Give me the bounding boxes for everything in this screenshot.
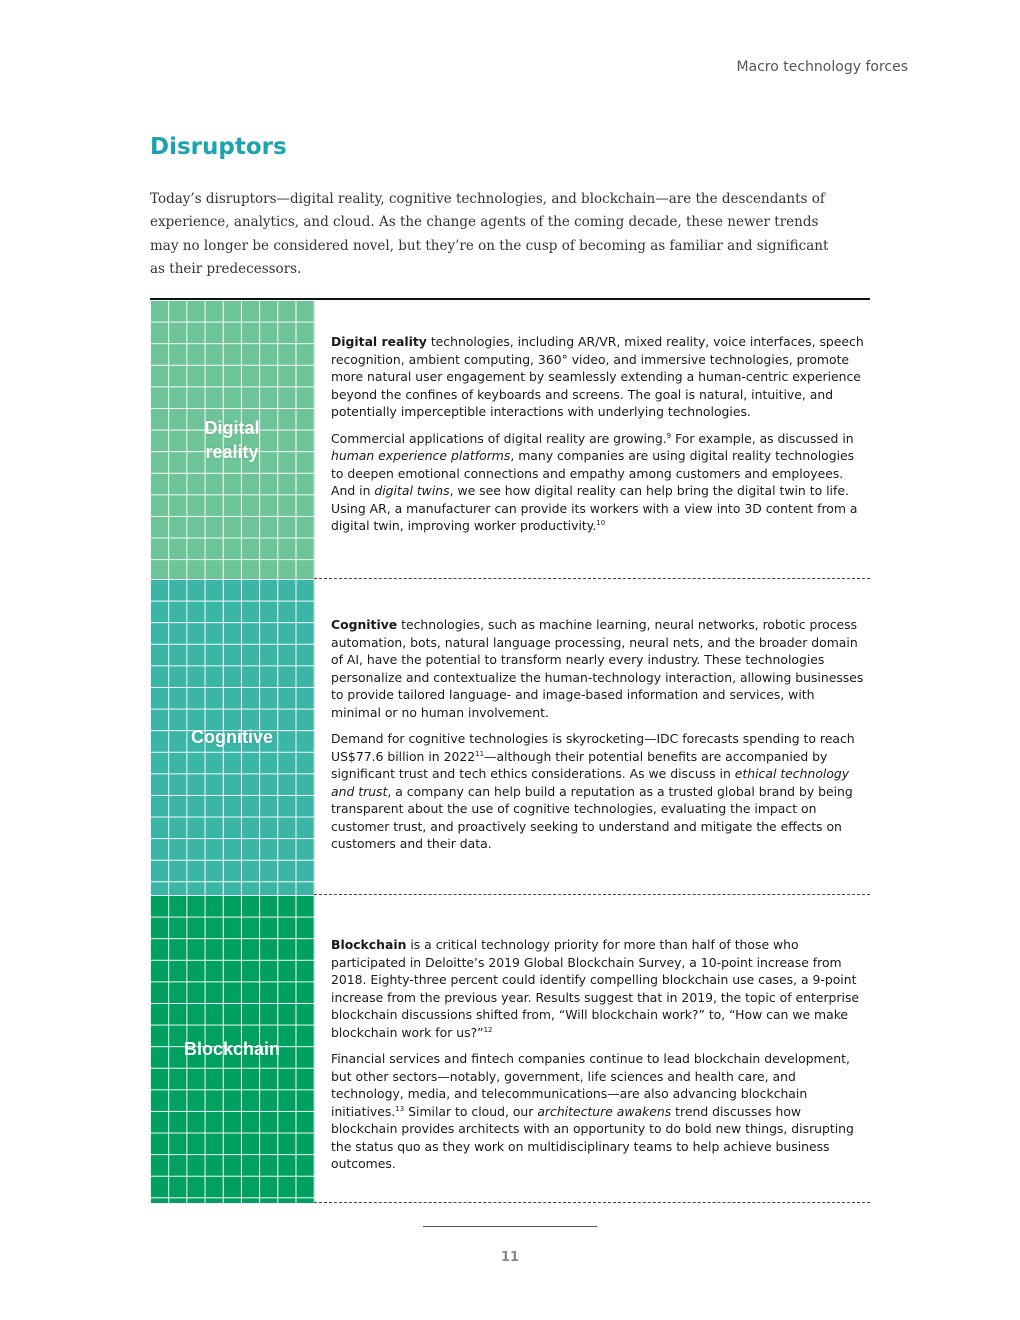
digital-reality-text xyxy=(331,333,864,544)
blockchain-tile xyxy=(150,895,315,1203)
page-title: Disruptors xyxy=(150,134,287,160)
cognitive-tile xyxy=(150,579,315,895)
section-blockchain xyxy=(150,895,870,1203)
digital-reality-paragraph-2: Commercial applications of digital reality are growing.$^9$ For example, as discussed in human experience platforms, many companies are using digital reality technologies to deepen emotional connections and empathy among customers and employees. And in digital twins, we see how digital reality can help bring the digital twin to life. Using AR, a manufacturer can provide its workers with a view into 3D content from a digital twin, improving worker productivity.$^{10}$ xyxy=(331,430,858,533)
footnote-ref[interactable]: 11 xyxy=(475,749,485,758)
cognitive-label: Cognitive xyxy=(190,727,273,747)
section-divider xyxy=(314,1202,870,1203)
running-header: Macro technology forces xyxy=(736,59,908,75)
cognitive-text xyxy=(331,616,864,862)
digital-reality-label: Digital reality xyxy=(204,417,260,462)
intro-paragraph: Today’s disruptors—digital reality, cognitive technologies, and blockchain—are the descendants of experience, analytics, and cloud. As the change agents of the coming decade, these newer trends may no longer be considered novel, but they’re on the cusp of becoming as familiar and significant as their predecessors. xyxy=(150,191,829,277)
digital-reality-paragraph-1: Digital reality technologies, including AR/VR, mixed reality, voice interfaces, speech recognition, ambient computing, 360° video, and immersive technologies, promote more natural user engagement by seamlessly extending a human-centric experience beyond the confines of keyboards and screens. The goal is natural, intuitive, and potentially imperceptible interactions with underlying technologies. xyxy=(331,334,864,419)
cognitive-paragraph-1: Cognitive technologies, such as machine learning, neural networks, robotic process automation, bots, natural language processing, neural nets, and the broader domain of AI, have the potential to transform nearly every industry. These technologies personalize and contextualize the human-technology interaction, allowing businesses to provide tailored language- and image-based information and services, with minimal or no human involvement. xyxy=(331,617,864,720)
section-cognitive xyxy=(150,579,870,895)
blockchain-text xyxy=(331,936,864,1182)
blockchain-paragraph-2: Financial services and fintech companies continue to lead blockchain development, but other sectors—notably, government, life sciences and health care, and technology, media, and telecommunications—are also advancing blockchain initiatives.$^{13}$ Similar to cloud, our architecture awakens trend discusses how blockchain provides architects with an opportunity to do bold new things, disrupting the status quo as they work on multidisciplinary teams to help achieve business outcomes. xyxy=(331,1051,854,1171)
footer-rule xyxy=(423,1226,597,1227)
footnote-ref[interactable]: 9 xyxy=(666,431,672,440)
section-digital-reality xyxy=(150,300,870,579)
blockchain-paragraph-1: Blockchain is a critical technology priority for more than half of those who participated in Deloitte’s 2019 Global Blockchain Survey, a 10-point increase from 2018. Eighty-three percent could identify compelling blockchain use cases, a 9-point increase from the previous year. Results suggest that in 2019, the topic of enterprise blockchain discussions shifted from, “Will blockchain work?” to, “How can we make blockchain work for us?”$^{12}$ xyxy=(331,937,860,1040)
blockchain-label: Blockchain xyxy=(183,1039,281,1059)
digital-reality-tile xyxy=(150,300,315,579)
footnote-ref[interactable]: 12 xyxy=(483,1025,493,1034)
cognitive-paragraph-2: Demand for cognitive technologies is skyrocketing—IDC forecasts spending to reach US$77.6 billion in 2022$^{11}$—although their potential benefits are accompanied by significant trust and tech ethics considerations. As we discuss in ethical technology and trust, a company can help build a reputation as a trusted global brand by being transparent about the use of cognitive technologies, evaluating the impact on customer trust, and proactively seeking to understand and mitigate the effects on customers and their data. xyxy=(331,731,855,851)
page-number: 11 xyxy=(500,1250,520,1265)
footnote-ref[interactable]: 10 xyxy=(596,518,606,527)
footnote-ref[interactable]: 13 xyxy=(395,1104,405,1113)
